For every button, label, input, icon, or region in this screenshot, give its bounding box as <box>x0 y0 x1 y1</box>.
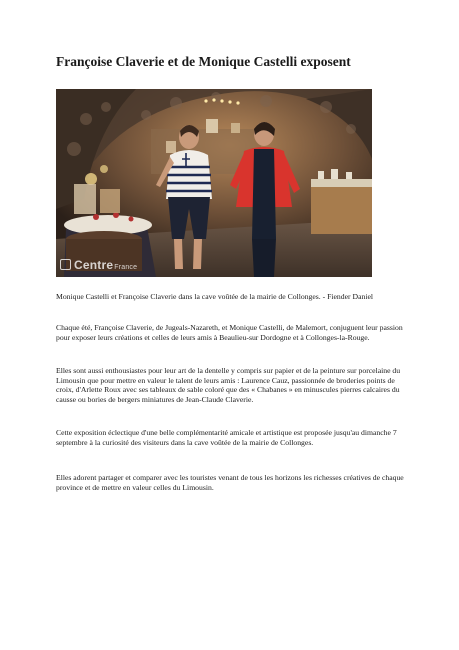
article-paragraph: Elles adorent partager et comparer avec les touristes venant de tous les horizons les richesses créatives de chaque province et de mettre en valeur celles du Limousin. <box>56 473 404 492</box>
article-title: Françoise Claverie et de Monique Castelli exposent <box>56 54 351 69</box>
article-paragraph: Chaque été, Françoise Claverie, de Jugeals-Nazareth, et Monique Castelli, de Malemort, conjuguent leur passion pour exposer leurs créations et celles de leurs amis à Beaulieu-sur Dordogne et à Collonges-la-Rouge. <box>56 323 403 342</box>
watermark-text: Centre <box>74 258 114 272</box>
article-paragraph: Cette exposition éclectique d'une belle complémentarité amicale et artistique est proposée jusqu'au dimanche 7 septembre à la curiosité des visiteurs dans la cave voûtée de la mairie de Collonges. <box>56 428 397 447</box>
article-photo <box>56 89 372 277</box>
photo-caption: Monique Castelli et Françoise Claverie dans la cave voûtée de la mairie de Collonges. - Fiender Daniel <box>56 292 374 301</box>
article-paragraph: Elles sont aussi enthousiastes pour leur art de la dentelle y compris sur papier et de la peinture sur porcelaine du Limousin que pour mettre en valeur le talent de leurs amis : Laurence Cauz, passionnée de broderies points de croix, d'Arlette Roux avec ses tableaux de sable coloré que des « Chabanes » en minuscules pierres calcaires du causse ou bories de bergers miniatures de Jean-Claude Claverie. <box>56 366 401 404</box>
photo-watermark <box>60 258 137 272</box>
vaulted-cellar-photo <box>56 89 372 277</box>
watermark-subtext: France <box>114 264 138 271</box>
watermark-logo-icon <box>60 259 71 270</box>
